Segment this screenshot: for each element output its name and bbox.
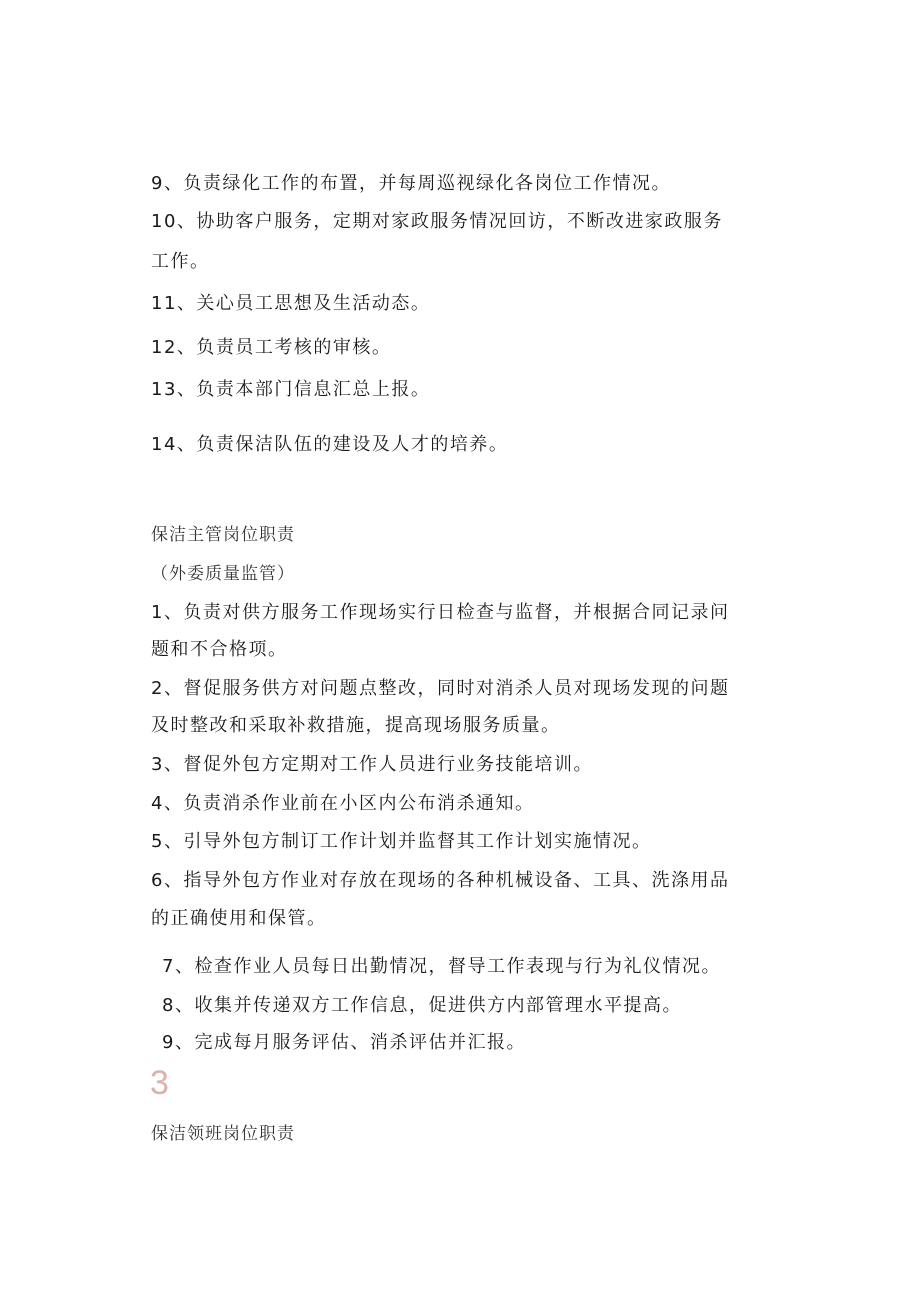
supervisor-item-2: 2、督促服务供方对问题点整改，同时对消杀人员对现场发现的问题 [151,678,730,699]
supervisor-item-9: 9、完成每月服务评估、消杀评估并汇报。 [162,1032,526,1053]
supervisor-item-6: 6、指导外包方作业对存放在现场的各种机械设备、工具、洗涤用品 [151,870,730,891]
duty-item-9: 9、负责绿化工作的布置，并每周巡视绿化各岗位工作情况。 [151,173,671,194]
supervisor-item-8: 8、收集并传递双方工作信息，促进供方内部管理水平提高。 [162,995,682,1016]
supervisor-item-2-cont: 及时整改和采取补救措施，提高现场服务质量。 [151,715,561,736]
supervisor-item-1-cont: 题和不合格项。 [151,639,288,660]
duty-item-10: 10、协助客户服务，定期对家政服务情况回访，不断改进家政服务 [151,211,723,232]
supervisor-item-5: 5、引导外包方制订工作计划并监督其工作计划实施情况。 [151,831,652,852]
supervisor-item-1: 1、负责对供方服务工作现场实行日检查与监督，并根据合同记录问 [151,602,730,623]
duty-item-13: 13、负责本部门信息汇总上报。 [151,379,431,400]
duty-item-10-cont: 工作。 [151,251,210,272]
duty-item-12: 12、负责员工考核的审核。 [151,337,392,358]
supervisor-item-4: 4、负责消杀作业前在小区内公布消杀通知。 [151,793,535,814]
section-number: 3 [150,1064,169,1102]
supervisor-item-6-cont: 的正确使用和保管。 [151,908,327,929]
supervisor-item-3: 3、督促外包方定期对工作人员进行业务技能培训。 [151,754,593,775]
section-title-team-leader: 保洁领班岗位职责 [151,1124,295,1144]
section-title-supervisor: 保洁主管岗位职责 [151,525,295,545]
duty-item-11: 11、关心员工思想及生活动态。 [151,293,431,314]
supervisor-item-7: 7、检查作业人员每日出勤情况，督导工作表现与行为礼仪情况。 [162,956,721,977]
section-subtitle: （外委质量监管） [151,564,295,584]
duty-item-14: 14、负责保洁队伍的建设及人才的培养。 [151,434,509,455]
